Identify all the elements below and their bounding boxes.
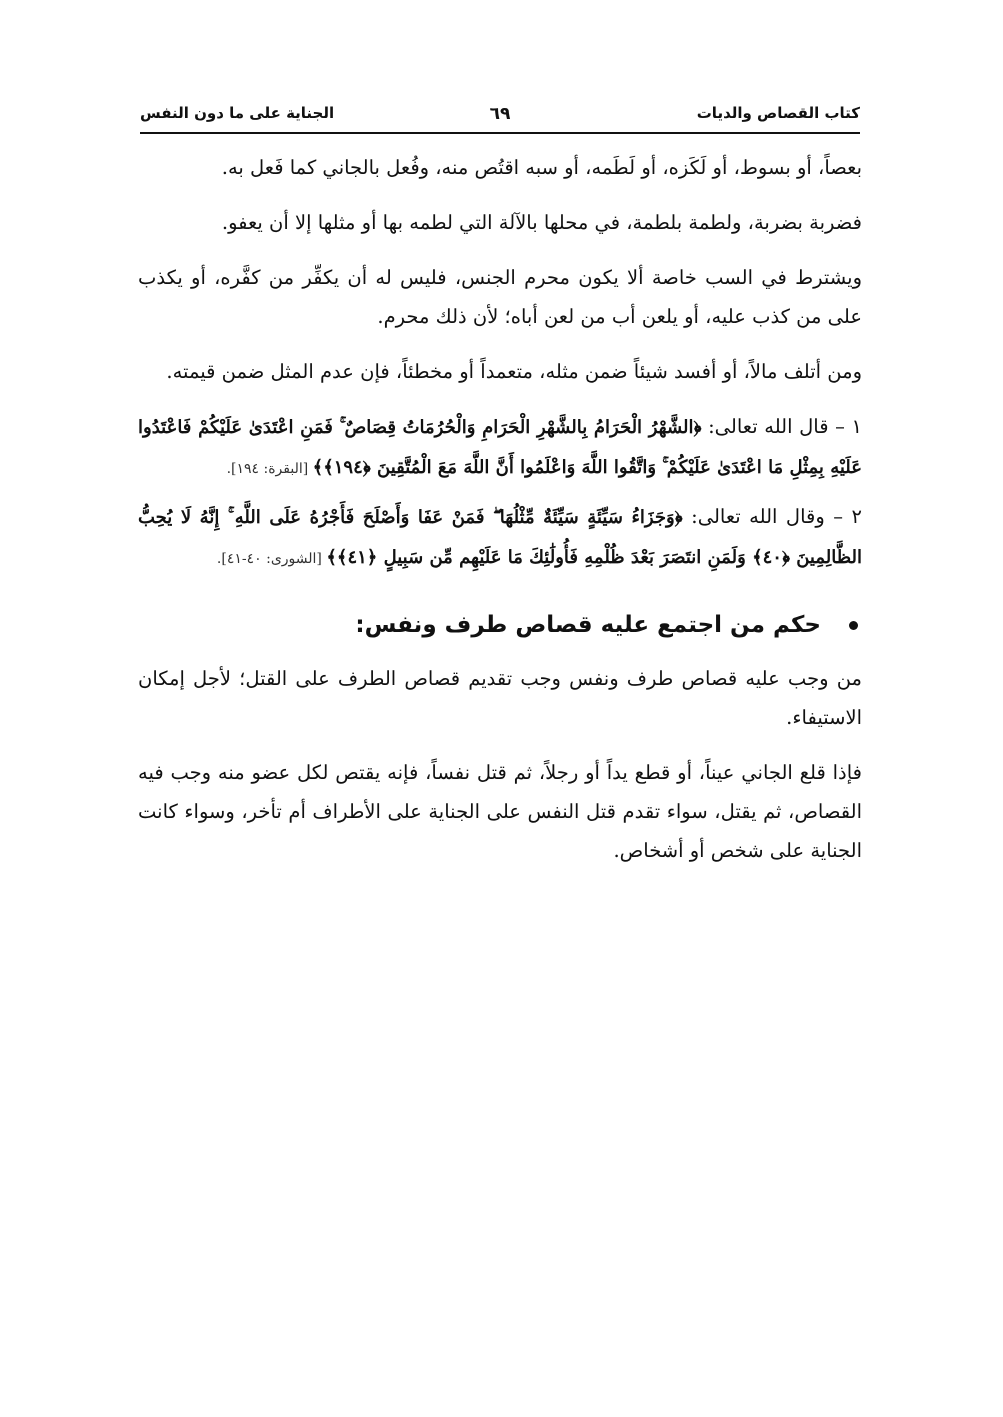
section-heading [138,605,862,645]
quran-verse: ﴿وَجَزَاءُ سَيِّئَةٍ سَيِّئَةٌ مِّثْلُهَا ۖ فَمَنْ عَفَا وَأَصْلَحَ فَأَجْرُهُ عَلَى اللَّهِ ۚ إِنَّهُ لَا يُحِبُّ الظَّالِمِينَ ﴿٤٠﴾ وَلَمَنِ انتَصَرَ بَعْدَ ظُلْمِهِ فَأُولَٰئِكَ مَا عَلَيْهِم مِّن سَبِيلٍ ﴿٤١﴾﴾ [138,507,862,568]
running-header [140,100,860,134]
paragraph: ويشترط في السب خاصة ألا يكون محرم الجنس، فليس له أن يكفِّر من كفَّره، أو يكذب على من كذب عليه، أو يلعن أب من لعن أباه؛ لأن ذلك محرم. [138,266,862,328]
evidence-item [138,407,862,489]
paragraph: فإذا قلع الجاني عيناً، أو قطع يداً أو رجلاً، ثم قتل نفساً، فإنه يقتص لكل عضو منه وجب فيه القصاص، ثم يقتل، سواء تقدم قتل النفس على الجناية على الأطراف أم تأخر، وسواء كانت الجناية على شخص أو أشخاص. [138,761,862,862]
page-number: ٦٩ [489,104,511,124]
verse-reference: [البقرة: ١٩٤]. [226,461,313,477]
quran-verse: ﴿الشَّهْرُ الْحَرَامُ بِالشَّهْرِ الْحَرَامِ وَالْحُرُمَاتُ قِصَاصٌ ۚ فَمَنِ اعْتَدَىٰ عَلَيْكُمْ فَاعْتَدُوا عَلَيْهِ بِمِثْلِ مَا اعْتَدَىٰ عَلَيْكُمْ ۚ وَاتَّقُوا اللَّهَ وَاعْلَمُوا أَنَّ اللَّهَ مَعَ الْمُتَّقِينَ ﴿١٩٤﴾﴾ [138,417,862,478]
paragraph: ومن أتلف مالاً، أو أفسد شيئاً ضمن مثله، متعمداً أو مخطئاً، فإن عدم المثل ضمن قيمته. [166,360,862,383]
evidence-list [138,407,862,579]
paragraph: بعصاً، أو بسوط، أو لَكَزه، أو لَطَمه، أو سبه اقتُص منه، وفُعل بالجاني كما فَعل به. [221,156,862,179]
evidence-item [138,497,862,579]
paragraph: من وجب عليه قصاص طرف ونفس وجب تقديم قصاص الطرف على القتل؛ لأجل إمكان الاستيفاء. [138,667,862,729]
verse-reference: [الشورى: ٤٠-٤١]. [216,551,327,567]
page-body [138,148,862,886]
paragraph: فضربة بضربة، ولطمة بلطمة، في محلها بالآلة التي لطمه بها أو مثلها إلا أن يعفو. [221,211,862,234]
evidence-prefix: ٢ – وقال الله تعالى: [682,505,862,528]
book-title: كتاب القصاص والديات [696,104,860,122]
section-heading-text: حكم من اجتمع عليه قصاص طرف ونفس: [355,612,821,638]
chapter-title: الجناية على ما دون النفس [140,104,335,122]
bullet-icon [849,621,858,630]
evidence-prefix: ١ – قال الله تعالى: [701,415,862,438]
